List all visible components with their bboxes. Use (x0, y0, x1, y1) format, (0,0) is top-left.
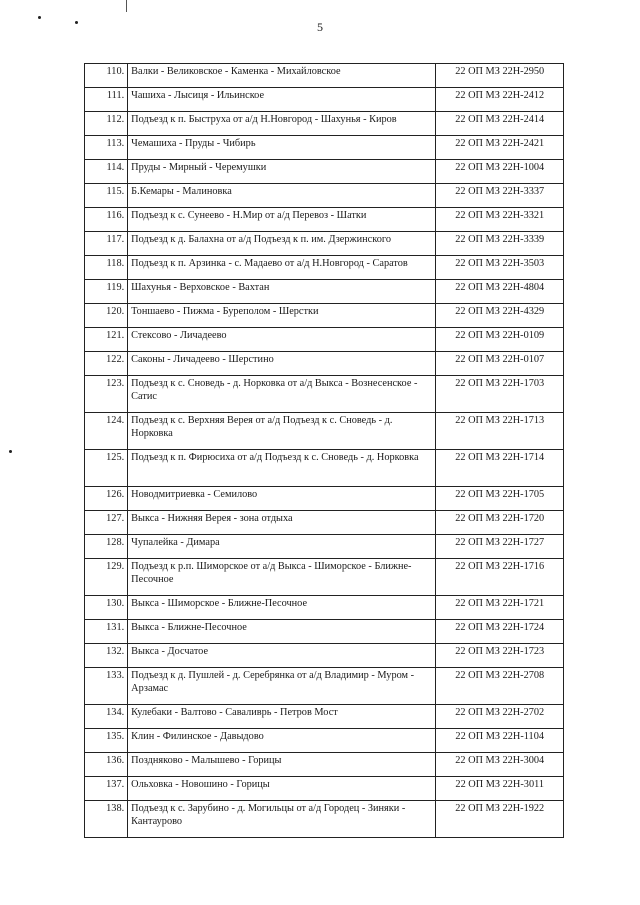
road-name: Подъезд к с. Сноведь - д. Норковка от а/д Выкса - Вознесенское - Сатис (128, 376, 436, 413)
scan-dot (38, 16, 41, 19)
row-number: 122. (85, 352, 128, 376)
table-row (85, 559, 564, 596)
table-row (85, 620, 564, 644)
row-number: 128. (85, 535, 128, 559)
road-code: 22 ОП МЗ 22Н-3503 (436, 256, 564, 280)
row-number: 121. (85, 328, 128, 352)
road-code: 22 ОП МЗ 22Н-3337 (436, 184, 564, 208)
road-name: Валки - Великовское - Каменка - Михайловское (128, 64, 436, 88)
table-row (85, 801, 564, 838)
road-name: Новодмитриевка - Семилово (128, 487, 436, 511)
table-row (85, 136, 564, 160)
scan-dot (9, 450, 12, 453)
row-number: 134. (85, 705, 128, 729)
road-code: 22 ОП МЗ 22Н-1705 (436, 487, 564, 511)
table-row (85, 112, 564, 136)
table-row (85, 413, 564, 450)
road-code: 22 ОП МЗ 22Н-1716 (436, 559, 564, 596)
road-name: Подъезд к п. Арзинка - с. Мадаево от а/д Н.Новгород - Саратов (128, 256, 436, 280)
row-number: 126. (85, 487, 128, 511)
road-name: Подъезд к п. Фирюсиха от а/д Подъезд к с. Сноведь - д. Норковка (128, 450, 436, 487)
road-name: Подъезд к р.п. Шиморское от а/д Выкса - Шиморское - Ближне-Песочное (128, 559, 436, 596)
road-code: 22 ОП МЗ 22Н-1727 (436, 535, 564, 559)
table-row (85, 376, 564, 413)
table-row (85, 777, 564, 801)
row-number: 131. (85, 620, 128, 644)
row-number: 124. (85, 413, 128, 450)
row-number: 132. (85, 644, 128, 668)
table-row (85, 184, 564, 208)
road-name: Б.Кемары - Малиновка (128, 184, 436, 208)
road-code: 22 ОП МЗ 22Н-3011 (436, 777, 564, 801)
table-row (85, 668, 564, 705)
table-row (85, 160, 564, 184)
road-code: 22 ОП МЗ 22Н-4329 (436, 304, 564, 328)
road-code: 22 ОП МЗ 22Н-1004 (436, 160, 564, 184)
table-row (85, 232, 564, 256)
row-number: 114. (85, 160, 128, 184)
road-name: Выкса - Нижняя Верея - зона отдыха (128, 511, 436, 535)
row-number: 135. (85, 729, 128, 753)
road-code: 22 ОП МЗ 22Н-3339 (436, 232, 564, 256)
road-name: Кулебаки - Валтово - Саваливрь - Петров Мост (128, 705, 436, 729)
row-number: 112. (85, 112, 128, 136)
road-name: Подъезд к д. Пушлей - д. Серебрянка от а/д Владимир - Муром - Арзамас (128, 668, 436, 705)
road-code: 22 ОП МЗ 22Н-2702 (436, 705, 564, 729)
road-name: Выкса - Ближне-Песочное (128, 620, 436, 644)
road-code: 22 ОП МЗ 22Н-1922 (436, 801, 564, 838)
table-row (85, 304, 564, 328)
road-name: Подъезд к с. Сунеево - Н.Мир от а/д Перевоз - Шатки (128, 208, 436, 232)
road-name: Шахунья - Верховское - Вахтан (128, 280, 436, 304)
road-code: 22 ОП МЗ 22Н-0109 (436, 328, 564, 352)
row-number: 136. (85, 753, 128, 777)
table-row (85, 535, 564, 559)
road-code: 22 ОП МЗ 22Н-2421 (436, 136, 564, 160)
table-row (85, 280, 564, 304)
road-name: Подъезд к с. Верхняя Верея от а/д Подъезд к с. Сноведь - д. Норковка (128, 413, 436, 450)
road-code: 22 ОП МЗ 22Н-1723 (436, 644, 564, 668)
row-number: 116. (85, 208, 128, 232)
row-number: 117. (85, 232, 128, 256)
road-code: 22 ОП МЗ 22Н-4804 (436, 280, 564, 304)
road-name: Выкса - Шиморское - Ближне-Песочное (128, 596, 436, 620)
table-row (85, 208, 564, 232)
road-code: 22 ОП МЗ 22Н-1714 (436, 450, 564, 487)
road-name: Тоншаево - Пижма - Буреполом - Шерстки (128, 304, 436, 328)
table-row (85, 487, 564, 511)
road-name: Выкса - Досчатое (128, 644, 436, 668)
table-row (85, 753, 564, 777)
road-name: Чупалейка - Димара (128, 535, 436, 559)
road-code: 22 ОП МЗ 22Н-2708 (436, 668, 564, 705)
road-code: 22 ОП МЗ 22Н-1713 (436, 413, 564, 450)
table-row (85, 596, 564, 620)
table-row (85, 705, 564, 729)
table-row (85, 256, 564, 280)
row-number: 119. (85, 280, 128, 304)
row-number: 127. (85, 511, 128, 535)
road-code: 22 ОП МЗ 22Н-1703 (436, 376, 564, 413)
road-code: 22 ОП МЗ 22Н-1724 (436, 620, 564, 644)
road-name: Подъезд к д. Балахна от а/д Подъезд к п. им. Дзержинского (128, 232, 436, 256)
road-name: Поздняково - Малышево - Горицы (128, 753, 436, 777)
table-row (85, 64, 564, 88)
row-number: 110. (85, 64, 128, 88)
table-row (85, 352, 564, 376)
road-code: 22 ОП МЗ 22Н-3004 (436, 753, 564, 777)
page-number: 5 (317, 20, 323, 34)
road-name: Подъезд к п. Быструха от а/д Н.Новгород - Шахунья - Киров (128, 112, 436, 136)
table-row (85, 88, 564, 112)
road-name: Чашиха - Лысиця - Ильинское (128, 88, 436, 112)
road-code: 22 ОП МЗ 22Н-3321 (436, 208, 564, 232)
road-name: Саконы - Личадеево - Шерстино (128, 352, 436, 376)
row-number: 129. (85, 559, 128, 596)
row-number: 120. (85, 304, 128, 328)
road-name: Пруды - Мирный - Черемушки (128, 160, 436, 184)
scan-mark-line (126, 0, 127, 12)
table-row (85, 729, 564, 753)
table-row (85, 511, 564, 535)
table-row (85, 328, 564, 352)
road-name: Чемашиха - Пруды - Чибирь (128, 136, 436, 160)
row-number: 111. (85, 88, 128, 112)
row-number: 118. (85, 256, 128, 280)
road-name: Подъезд к с. Зарубино - д. Могильцы от а/д Городец - Зиняки - Кантаурово (128, 801, 436, 838)
road-code: 22 ОП МЗ 22Н-1720 (436, 511, 564, 535)
row-number: 115. (85, 184, 128, 208)
table-row (85, 450, 564, 487)
road-code: 22 ОП МЗ 22Н-1721 (436, 596, 564, 620)
road-code: 22 ОП МЗ 22Н-2412 (436, 88, 564, 112)
row-number: 133. (85, 668, 128, 705)
road-code: 22 ОП МЗ 22Н-2950 (436, 64, 564, 88)
road-code: 22 ОП МЗ 22Н-0107 (436, 352, 564, 376)
row-number: 123. (85, 376, 128, 413)
row-number: 138. (85, 801, 128, 838)
road-name: Клин - Филинское - Давыдово (128, 729, 436, 753)
road-name: Стексово - Личадеево (128, 328, 436, 352)
road-code: 22 ОП МЗ 22Н-2414 (436, 112, 564, 136)
road-code: 22 ОП МЗ 22Н-1104 (436, 729, 564, 753)
row-number: 130. (85, 596, 128, 620)
table-row (85, 644, 564, 668)
row-number: 113. (85, 136, 128, 160)
row-number: 125. (85, 450, 128, 487)
road-name: Ольховка - Новошино - Горицы (128, 777, 436, 801)
roads-table (84, 63, 564, 838)
row-number: 137. (85, 777, 128, 801)
